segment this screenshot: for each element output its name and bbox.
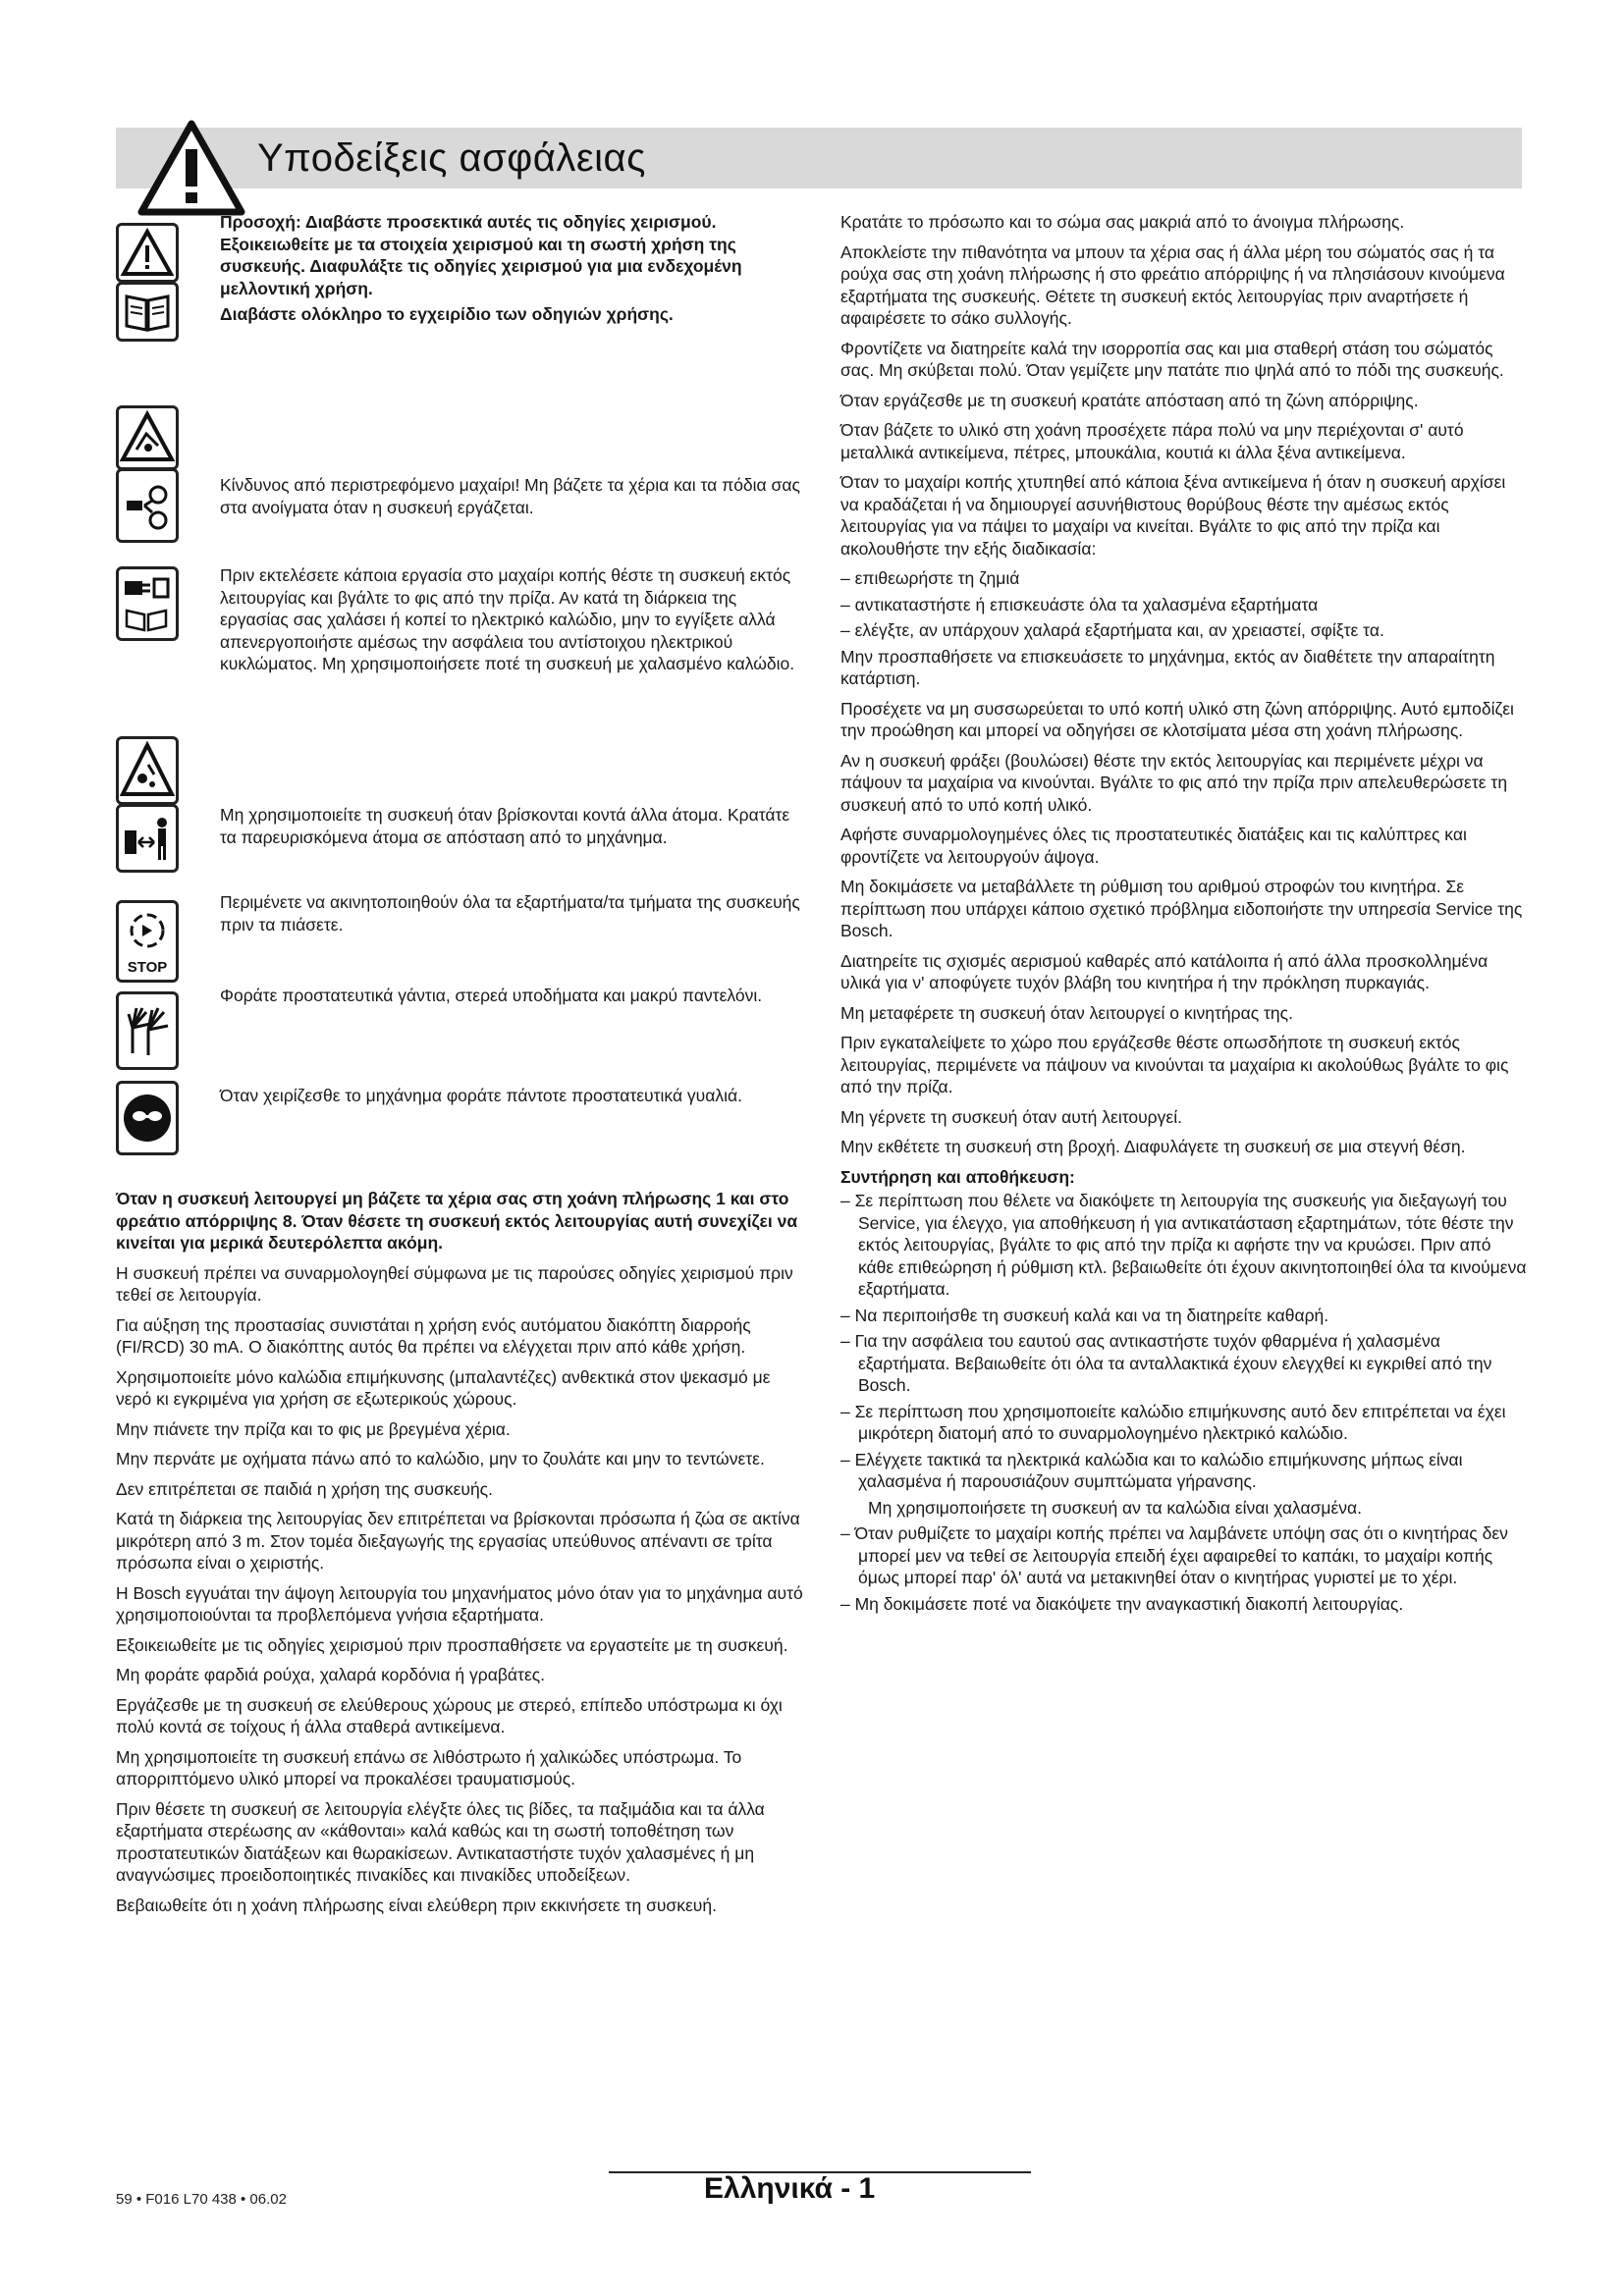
left-paragraph: Μη χρησιμοποιείτε τη συσκευή επάνω σε λιθόστρωτο ή χαλικώδες υπόστρωμα. Το απορριπτόμενο υλικό μπορεί να προκαλέσει τραυματισμούς. xyxy=(116,1746,742,1789)
right-paragraph: Μην εκθέτετε τη συσκευή στη βροχή. Διαφυλάγετε τη συσκευή σε μια στεγνή θέση. xyxy=(840,1137,1466,1156)
left-general-rules xyxy=(116,1188,803,1924)
left-paragraph: Μην περνάτε με οχήματα πάνω από το καλώδιο, μην το ζουλάτε και μην το τεντώνετε. xyxy=(116,1449,765,1468)
intro-read-manual-text: Διαβάστε ολόκληρο το εγχειρίδιο των οδηγιών χρήσης. xyxy=(220,304,674,324)
right-paragraph: Όταν εργάζεσθε με τη συσκευή κρατάτε απόσταση από τη ζώνη απόρριψης. xyxy=(840,390,1419,410)
gloves-icon xyxy=(116,991,179,1070)
left-paragraph: Εργάζεσθε με τη συσκευή σε ελεύθερους χώρους με στερεό, επίπεδο υπόστρωμα κι όχι πολύ κοντά σε τοίχους ή άλλα σταθερά αντικείμενα. xyxy=(116,1694,783,1736)
right-paragraph: Πριν εγκαταλείψετε το χώρο που εργάζεσθε θέστε οπωσδήποτε τη συσκευή εκτός λειτουργίας, περιμένετε να πάψουν να κινούνται τα μαχαίρια κι ακολούθως βγάλτε το φις από την πρίζα. xyxy=(840,1033,1509,1096)
right-paragraph: Αφήστε συναρμολογημένες όλες τις προστατευτικές διατάξεις και τις καλύπτρες και φροντίζετε να λειτουργούν άψογα. xyxy=(840,825,1467,867)
right-paragraph: Φροντίζετε να διατηρείτε καλά την ισορροπία σας και μια σταθερή στάση του σώματός σας. Μη σκύβεται πολύ. Όταν γεμίζετε μην πατάτε πιο ψηλά από το πόδι της συσκευής. xyxy=(840,338,1504,380)
left-paragraph: Κατά τη διάρκεια της λειτουργίας δεν επιτρέπεται να βρίσκονται πρόσωπα ή ζώα σε ακτίνα μικρότερη από 3 m. Στον τομέα διεξαγωγής της εργασίας υπεύθυνος απέναντι σε τρίτα πρόσωπα είναι ο χειριστής. xyxy=(116,1509,800,1573)
right-paragraph: Μην προσπαθήσετε να επισκευάσετε το μηχάνημα, εκτός αν διαθέτετε την απαραίτητη κατάρτιση. xyxy=(840,646,1495,688)
left-paragraph: Πριν θέσετε τη συσκευή σε λειτουργία ελέγξτε όλες τις βίδες, τα παξιμάδια και τα άλλα εξαρτήματα στερέωσης αν «κάθονται» καλά καθώς και τη σωστή τοποθέτηση των προστατευτικών διατάξεων και θωρακίσεων. Αντικαταστήστε τυχόν χαλασμένες ή μη αναγνώσιμες προειδοποιητικές πινακίδες και πινακίδες υποδείξεων. xyxy=(116,1798,765,1885)
right-paragraph: – ελέγξτε, αν υπάρχουν χαλαρά εξαρτήματα και, αν χρειαστεί, σφίξτε τα. xyxy=(840,620,1384,640)
right-paragraph: Όταν βάζετε το υλικό στη χοάνη προσέχετε πάρα πολύ να μην περιέχονται σ' αυτό μεταλλικά αντικείμενα, πέτρες, μπουκάλια, κουτιά κι άλλα ξένα αντικείμενα. xyxy=(840,420,1464,462)
right-general-rules xyxy=(840,211,1528,1619)
right-paragraph: – Για την ασφάλεια του εαυτού σας αντικαστήστε τυχόν φθαρμένα ή χαλασμένα εξαρτήματα. Βεβαιωθείτε ότι όλα τα ανταλλακτικά έχουν ελεγχθεί κι εγκριθεί από την Bosch. xyxy=(840,1331,1492,1395)
left-paragraph: Μην πιάνετε την πρίζα και το φις με βρεγμένα χέρια. xyxy=(116,1418,511,1439)
left-column xyxy=(116,211,803,2160)
left-paragraph: Η συσκευή πρέπει να συναρμολογηθεί σύμφωνα με τις παρούσες οδηγίες χειρισμού πριν τεθεί σε λειτουργία. xyxy=(116,1262,793,1305)
left-paragraph: Για αύξηση της προστασίας συνιστάται η χρήση ενός αυτόματου διακόπτη διαρροής (FI/RCD) 30 mA. Ο διακόπτης αυτός θα πρέπει να ελέγχεται πριν από κάθε χρήση. xyxy=(116,1314,751,1357)
protective-gear-text: Φοράτε προστατευτικά γάντια, στερεά υποδήματα και μακρύ παντελόνι. xyxy=(220,986,763,1005)
document-code: 59 • F016 L70 438 • 06.02 xyxy=(116,2191,287,2208)
left-paragraph: Μη φοράτε φαρδιά ρούχα, χαλαρά κορδόνια ή γραβάτες. xyxy=(116,1665,546,1684)
warning-sign-icon xyxy=(116,223,179,283)
right-paragraph: Μη γέρνετε τη συσκευή όταν αυτή λειτουργεί. xyxy=(840,1106,1182,1127)
left-paragraph: Η Bosch εγγυάται την άψογη λειτουργία του μηχανήματος μόνο όταν για το μηχάνημα αυτό χρησιμοποιούνται τα προβλεπόμενα γνήσια εξαρτήματα. xyxy=(116,1582,803,1625)
goggles-text: Όταν χειρίζεσθε το μηχάνημα φοράτε πάντοτε προστατευτικά γυαλιά. xyxy=(220,1086,742,1105)
page-label: Ελληνικά - 1 xyxy=(704,2172,876,2205)
wait-stop-icon xyxy=(116,900,179,983)
bystanders-text: Μη χρησιμοποιείτε τη συσκευή όταν βρίσκονται κοντά άλλα άτομα. Κρατάτε τα παρευρισκόμενα άτομα σε απόσταση από το μηχάνημα. xyxy=(220,805,790,847)
keep-distance-icon xyxy=(116,804,179,873)
right-paragraph: Διατηρείτε τις σχισμές αερισμού καθαρές από κατάλοιπα ή από άλλα προσκολλημένα υλικά για ν' αποφύγετε τυχόν βλάβη του κινητήρα ή την πρόκληση πυρκαγιάς. xyxy=(840,950,1489,992)
right-paragraph: Μη δοκιμάσετε να μεταβάλλετε τη ρύθμιση του αριθμού στροφών του κινητήρα. Σε περίπτωση που υπάρχει κάποιο σχετικό πρόβλημα ειδοποιήστε την υπηρεσία Service της Bosch. xyxy=(840,877,1523,940)
right-paragraph: Μη μεταφέρετε τη συσκευή όταν λειτουργεί ο κινητήρας της. xyxy=(840,1002,1293,1023)
right-paragraph: – Σε περίπτωση που χρησιμοποιείτε καλώδιο επιμήκυνσης αυτό δεν επιτρέπεται να έχει μικρότερη διατομή από το συναρμολογημένο ηλεκτρικό καλώδιο. xyxy=(840,1401,1506,1443)
right-column xyxy=(840,211,1528,1978)
left-paragraph: Βεβαιωθείτε ότι η χοάνη πλήρωσης είναι ελεύθερη πριν εκκινήσετε τη συσκευή. xyxy=(116,1895,717,1915)
right-paragraph: – Όταν ρυθμίζετε το μαχαίρι κοπής πρέπει να λαμβάνετε υπόψη σας ότι ο κινητήρας δεν μπορεί μεν να τεθεί σε λειτουργία επειδή έχει αφαιρεθεί το καπάκι, το μαχαίρι κοπής όμως μπορεί παρ' όλ' αυτά να μετακινηθεί όταν ο κινητήρας γυριστεί με το χέρι. xyxy=(840,1523,1508,1587)
right-paragraph: Αν η συσκευή φράξει (βουλώσει) θέστε την εκτός λειτουργίας και περιμένετε μέχρι να πάψουν τα μαχαίρια να κινούνται. Βγάλτε το φις από την πρίζα πριν απελευθερώσετε τη συσκευή από το υπό κοπή υλικό. xyxy=(840,750,1508,815)
blade-danger-text: Κίνδυνος από περιστρεφόμενο μαχαίρι! Μη βάζετε τα χέρια και τα πόδια σας στα ανοίγματα όταν η συσκευή εργάζεται. xyxy=(220,475,800,517)
blade-hazard-icon xyxy=(116,405,179,470)
right-paragraph: Μη χρησιμοποιήσετε τη συσκευή αν τα καλώδια είναι χαλασμένα. xyxy=(868,1497,1362,1518)
stop-label: STOP xyxy=(127,959,168,976)
right-paragraph: – επιθεωρήστε τη ζημιά xyxy=(840,568,1020,588)
page-title: Υποδείξεις ασφάλειας xyxy=(257,136,646,180)
right-paragraph: – Ελέγχετε τακτικά τα ηλεκτρικά καλώδια και το καλώδιο επιμήκυνσης μήπως είναι χαλασμένα ή παρουσιάζουν συμπτώματα γήρανσης. xyxy=(840,1449,1463,1491)
right-paragraph: – Σε περίπτωση που θέλετε να διακόψετε τη λειτουργία της συσκευής για διεξαγωγή του Service, για έλεγχο, για αποθήκευση ή για αντικατάσταση εξαρτημάτων, τότε θέστε την εκτός λειτουργίας, βγάλτε το φις από την πρίζα κι αφήστε την να κρυώσει. Πριν από κάθε επιθεώρηση ή ρύθμιση κτλ. βεβαιωθείτε ότι έχουν ακινητοποιηθεί όλα τα κινούμενα εξαρτήματα. xyxy=(840,1191,1527,1299)
right-paragraph: Όταν το μαχαίρι κοπής χτυπηθεί από κάποια ξένα αντικείμενα ή όταν η συσκευή αρχίσει να κραδάζεται ή να δημιουργεί ασυνήθιστους θορύβους θέστε την αμέσως εκτός λειτουργίας για να πάψει το μαχαίρι να κινείται. Βγάλτε το φις από την πρίζα και ακολουθήστε την εξής διαδικασία: xyxy=(840,472,1506,559)
unplug-icon xyxy=(116,566,179,641)
right-paragraph: Προσέχετε να μη συσσωρεύεται το υπό κοπή υλικό στη ζώνη απόρριψης. Αυτό εμποδίζει την προώθηση και μπορεί να οδηγήσει σε κλοτσίματα μέσα στη χοάνη πλήρωσης. xyxy=(840,698,1514,740)
right-paragraph: Συντήρηση και αποθήκευση: xyxy=(840,1166,1075,1187)
wait-text: Περιμένετε να ακινητοποιηθούν όλα τα εξαρτήματα/τα τμήματα της συσκευής πριν τα πιάσετε. xyxy=(220,892,800,934)
left-paragraph: Χρησιμοποιείτε μόνο καλώδια επιμήκυνσης (μπαλαντέζες) ανθεκτικά στον ψεκασμό με νερό κι εγκριμένα για χρήση σε εξωτερικούς χώρους. xyxy=(116,1366,771,1409)
debris-hazard-icon xyxy=(116,736,179,805)
right-paragraph: – Να περιποιήσθε τη συσκευή καλά και να τη διατηρείτε καθαρή. xyxy=(840,1305,1329,1325)
hands-feet-hazard-icon xyxy=(116,468,179,543)
right-paragraph: – αντικαταστήστε ή επισκευάστε όλα τα χαλασμένα εξαρτήματα xyxy=(840,594,1319,614)
right-paragraph: – Μη δοκιμάσετε ποτέ να διακόψετε την αναγκαστική διακοπή λειτουργίας. xyxy=(840,1593,1404,1614)
warning-triangle-icon xyxy=(137,118,245,216)
unplug-text: Πριν εκτελέσετε κάποια εργασία στο μαχαίρι κοπής θέστε τη συσκευή εκτός λειτουργίας και βγάλτε το φις από την πρίζα. Αν κατά τη διάρκεια της εργασίας σας χαλάσει ή κοπεί το ηλεκτρικό καλώδιο, μην το εγγίξετε αλλά απενεργοποιήστε αμέσως την ασφάλεια του αντίστοιχου ηλεκτρικού κυκλώματος. Μη χρησιμοποιήσετε ποτέ τη συσκευή με χαλασμένο καλώδιο. xyxy=(220,565,795,673)
right-paragraph: Κρατάτε το πρόσωπο και το σώμα σας μακριά από το άνοιγμα πλήρωσης. xyxy=(840,212,1405,232)
left-paragraph: Όταν η συσκευή λειτουργεί μη βάζετε τα χέρια σας στη χοάνη πλήρωσης 1 και στο φρεάτιο απόρριψης 8. Όταν θέσετε τη συσκευή εκτός λειτουργίας αυτή συνεχίζει να κινείται για μερικά δευτερόλεπτα ακόμη. xyxy=(116,1189,798,1253)
left-paragraph: Δεν επιτρέπεται σε παιδιά η χρήση της συσκευής. xyxy=(116,1478,493,1499)
right-paragraph: Αποκλείστε την πιθανότητα να μπουν τα χέρια σας ή άλλα μέρη του σώματός σας ή τα ρούχα σας στη χοάνη πλήρωσης ή στο φρεάτιο απόρριψης ή να πλησιάσουν κινούμενα εξαρτήματα της συσκευής. Θέτετε τη συσκευή εκτός λειτουργίας πριν αναρτήσετε ή αφαιρέσετε το σάκο συλλογής. xyxy=(840,241,1505,328)
left-paragraph: Εξοικειωθείτε με τις οδηγίες χειρισμού πριν προσπαθήσετε να εργαστείτε με τη συσκευή. xyxy=(116,1634,788,1655)
manual-book-icon xyxy=(116,282,179,342)
safety-goggles-icon xyxy=(116,1081,179,1155)
intro-warning-text: Προσοχή: Διαβάστε προσεκτικά αυτές τις οδηγίες χειρισμού. Εξοικειωθείτε με τα στοιχεία χειρισμού και τη σωστή χρήση της συσκευής. Διαφυλάξτε τις οδηγίες χειρισμού για μια ενδεχομένη μελλοντική χρήση. xyxy=(220,212,742,298)
